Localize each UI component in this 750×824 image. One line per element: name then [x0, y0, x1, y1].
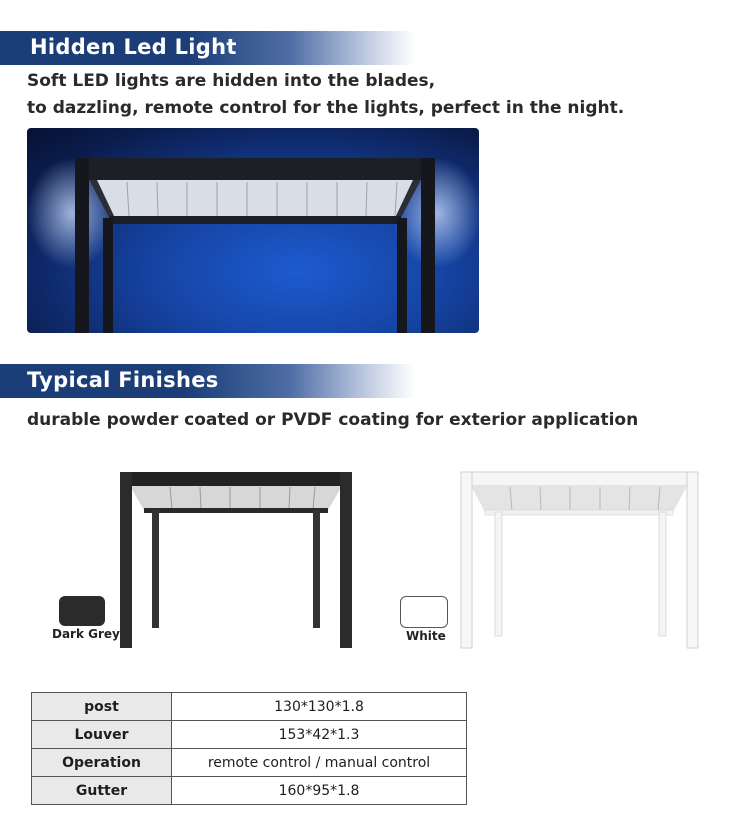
led-description-line-2: to dazzling, remote control for the lights, perfect in the night.	[27, 98, 625, 118]
table-row	[32, 777, 467, 805]
table-row	[32, 693, 467, 721]
dark-grey-swatch	[59, 596, 105, 626]
white-label: White	[406, 629, 446, 643]
spec-key: post	[32, 693, 172, 721]
table-row	[32, 749, 467, 777]
finishes-section-banner	[0, 364, 415, 398]
led-section-heading: Hidden Led Light	[30, 35, 237, 59]
spec-key: Louver	[32, 721, 172, 749]
night-pergola-illustration	[27, 128, 479, 333]
dark-grey-label: Dark Grey	[52, 627, 120, 641]
white-swatch	[400, 596, 448, 628]
spec-value: 130*130*1.8	[172, 693, 467, 721]
spec-value: remote control / manual control	[172, 749, 467, 777]
spec-value: 153*42*1.3	[172, 721, 467, 749]
led-description-line-1: Soft LED lights are hidden into the blades,	[27, 71, 436, 91]
spec-table	[31, 692, 467, 805]
night-pergola-photo	[27, 128, 479, 333]
white-pergola-illustration	[455, 470, 705, 650]
table-row	[32, 721, 467, 749]
spec-key: Gutter	[32, 777, 172, 805]
spec-value: 160*95*1.8	[172, 777, 467, 805]
finishes-section-heading: Typical Finishes	[27, 368, 219, 392]
finishes-description: durable powder coated or PVDF coating for exterior application	[27, 410, 639, 430]
led-section-banner	[0, 31, 415, 65]
dark-grey-pergola-illustration	[110, 470, 360, 650]
spec-key: Operation	[32, 749, 172, 777]
